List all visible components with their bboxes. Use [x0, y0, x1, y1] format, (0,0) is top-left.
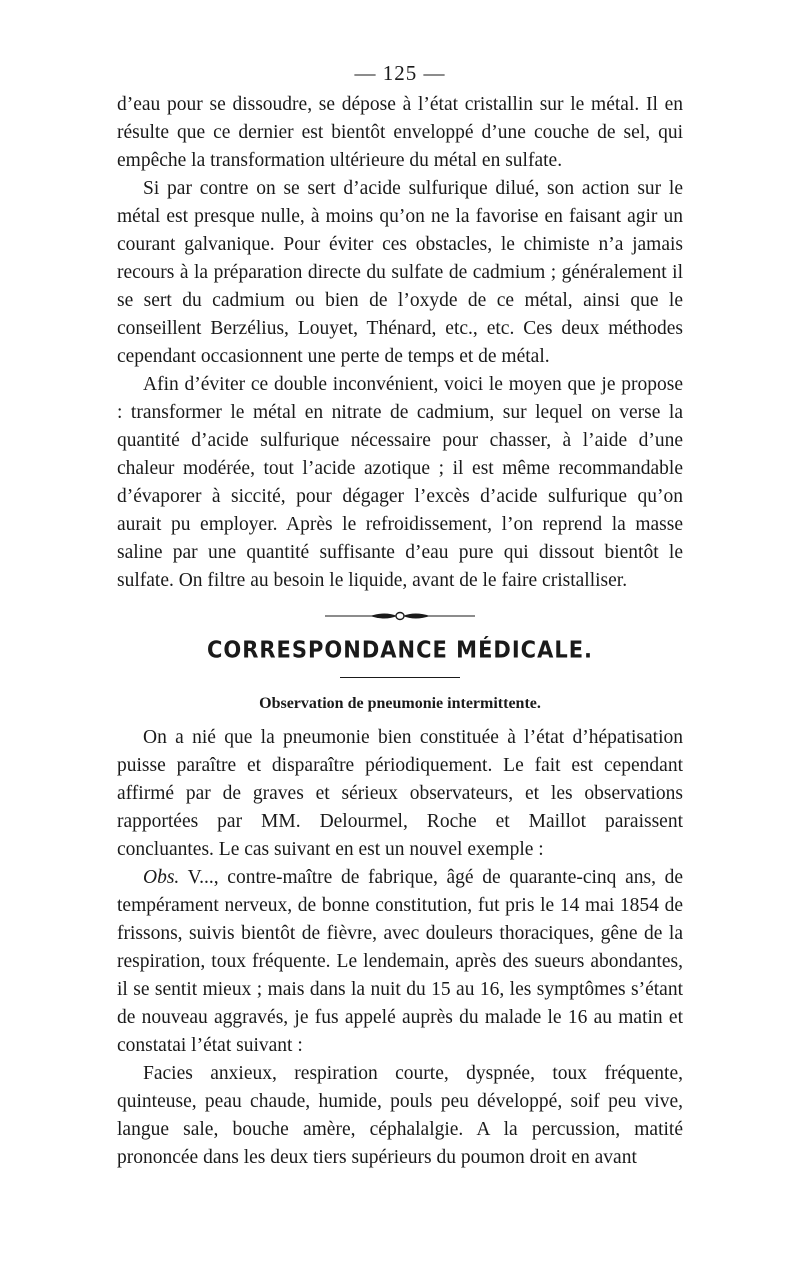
paragraph-introduction: On a nié que la pneumonie bien constituée à l’état d’hépatisation puisse paraître et disparaître périodiquement. Le fait est cependant affirmé par de graves et sérieux observateurs, et les observations rapportées par MM. Delourmel, Roche et Maillot paraissent concluantes. Le cas suivant en est un nouvel exemple : [117, 727, 683, 860]
paragraph-symptoms: Facies anxieux, respiration courte, dyspnée, toux fréquente, quinteuse, peau chaude, humide, pouls peu développé, soif peu vive, langue sale, bouche amère, céphalalgie. A la percussion, matité prononcée dans les deux tiers supérieurs du poumon droit en avant [117, 1063, 683, 1168]
page-number: — 125 — [354, 61, 446, 85]
observation-text: V..., contre-maître de fabrique, âgé de quarante-cinq ans, de tempérament nerveux, de bonne constitution, fut pris le 14 mai 1854 de frissons, suivis bientôt de fièvre, avec douleurs thoraciques, gêne de la respiration, toux fréquente. Le lendemain, après des sueurs abondantes, il se sentit mieux ; mais dans la nuit du 15 au 16, les symptômes s’étant de nouveau aggravés, je fus appelé auprès du malade le 16 au matin et constatai l’état suivant : [117, 867, 683, 1056]
paragraph-dilute-acid: Si par contre on se sert d’acide sulfurique dilué, son action sur le métal est presque nulle, à moins qu’on ne la favorise en faisant agir un courant galvanique. Pour éviter ces obstacles, le chimiste n’a jamais recours à la préparation directe du sulfate de cadmium ; généralement il se sert du cadmium ou bien de l’oxyde de ce métal, ainsi que le conseillent Berzélius, Louyet, Thénard, etc., etc. Ces deux méthodes cependant occasionnent une perte de temps et de métal. [117, 178, 683, 367]
paragraph-observation [117, 864, 683, 1060]
ornamental-divider [117, 599, 683, 633]
paragraph-continuation: d’eau pour se dissoudre, se dépose à l’état cristallin sur le métal. Il en résulte que ce dernier est bientôt enveloppé d’une couche de sel, qui empêche la transformation ultérieure du métal en sulfate. [117, 94, 683, 171]
paragraph-proposed-method: Afin d’éviter ce double inconvénient, voici le moyen que je propose : transformer le métal en nitrate de cadmium, sur lequel on verse la quantité d’acide sulfurique nécessaire pour chasser, à l’aide d’une chaleur modérée, tout l’acide azotique ; il est même recommandable d’évaporer à siccité, pour dégager l’excès d’acide sulfurique qu’on aurait pu employer. Après le refroidissement, l’on reprend la masse saline par une quantité suffisante d’eau pure qui dissout bientôt le sulfate. On filtre au besoin le liquide, avant de le faire cristalliser. [117, 374, 683, 591]
subheading: Observation de pneumonie intermittente. [259, 695, 541, 712]
observation-lead: Obs. [143, 867, 180, 888]
ornament-icon [325, 609, 475, 623]
book-page [117, 55, 683, 1172]
title-rule [340, 677, 460, 678]
section-title: CORRESPONDANCE MÉDICALE. [206, 636, 594, 664]
